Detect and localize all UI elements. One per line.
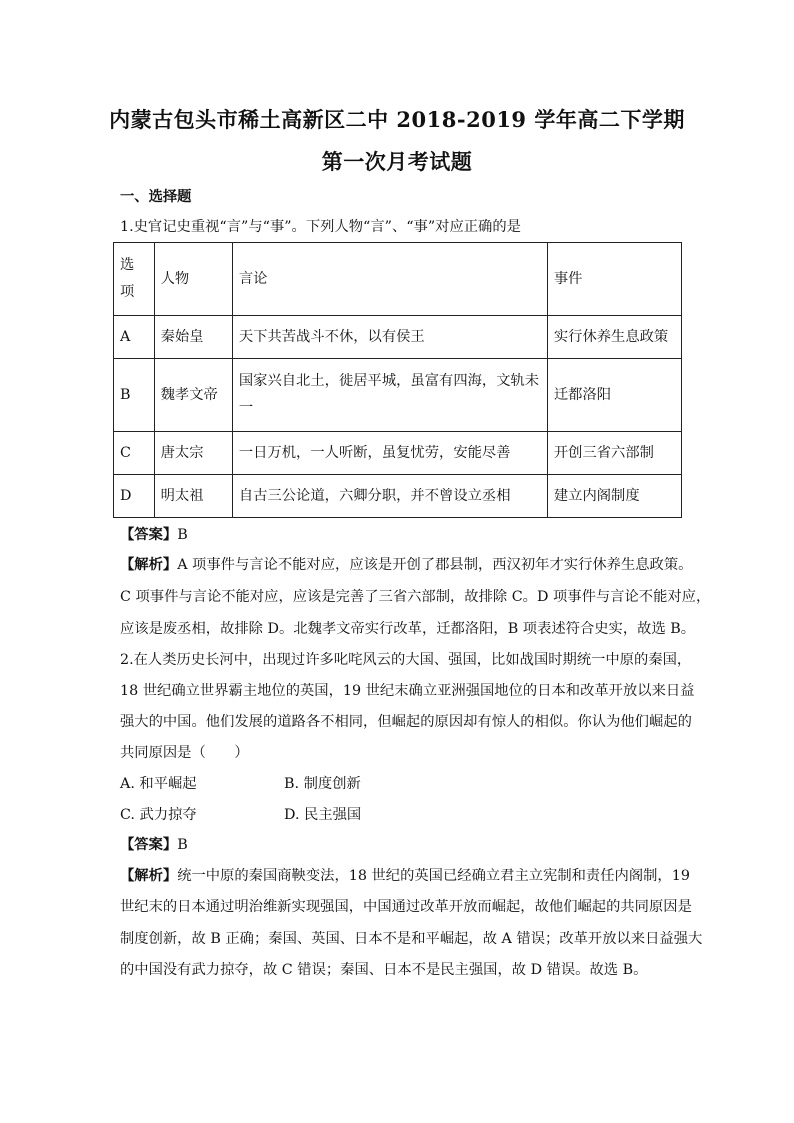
cell-person: 魏孝文帝: [154, 359, 232, 432]
q2-option-b: B. 制度创新: [284, 776, 361, 792]
header-option-l2: 项: [120, 284, 135, 300]
header-option: [114, 243, 155, 316]
cell-speech: 天下共苦战斗不休，以有侯王: [232, 316, 547, 359]
table-row: [114, 475, 682, 518]
cell-person: 明太祖: [154, 475, 232, 518]
q2-stem-line-3: 强大的中国。他们发展的道路各不相同，但崛起的原因却有惊人的相似。你认为他们崛起的: [120, 714, 692, 730]
cell-event: 建立内阁制度: [547, 475, 681, 518]
q1-table: [113, 242, 682, 518]
q2-stem-line-4: 共同原因是（ ）: [120, 745, 249, 761]
q2-analysis-line-3: 制度创新，故 B 正确；秦国、英国、日本不是和平崛起，故 A 错误；改革开放以来日益强大: [120, 931, 703, 947]
cell-event: 迁都洛阳: [547, 359, 681, 432]
cell-speech-l1: 国家兴自北土，徙居平城，虽富有四海，文轨未: [238, 373, 540, 389]
cell-speech: [232, 359, 547, 432]
header-speech: 言论: [232, 243, 547, 316]
q1-analysis-line-3: 应该是废丞相，故排除 D。北魏孝文帝实行改革，迁都洛阳，B 项表述符合史实，故选 B。: [120, 621, 696, 637]
q2-stem-line-1: 2.在人类历史长河中，出现过许多叱咤风云的大国、强国，比如战国时期统一中原的秦国，: [120, 652, 692, 668]
header-event: 事件: [547, 243, 681, 316]
q2-option-d: D. 民主强国: [284, 807, 362, 823]
q1-answer-label: 【答案】: [120, 527, 178, 543]
q1-answer: [120, 524, 188, 544]
q2-answer-value: B: [177, 837, 188, 853]
cell-person: 唐太宗: [154, 432, 232, 475]
q2-answer: [120, 834, 188, 854]
q1-stem: 1.史官记史重视“言”与“事”。下列人物“言”、“事”对应正确的是: [120, 219, 521, 235]
cell-event: 开创三省六部制: [547, 432, 681, 475]
q1-table-header-row: [114, 243, 682, 316]
q1-analysis-line-1: [120, 554, 692, 574]
cell-option: A: [114, 316, 155, 359]
doc-title-line-1: 内蒙古包头市稀土高新区二中 2018-2019 学年高二下学期: [109, 107, 685, 132]
q2-stem-line-2: 18 世纪确立世界霸主地位的英国，19 世纪末确立亚洲强国地位的日本和改革开放以来日益: [120, 683, 695, 699]
table-row: [114, 316, 682, 359]
q2-answer-label: 【答案】: [120, 837, 178, 853]
cell-speech: 一日万机，一人听断，虽复忧劳，安能尽善: [232, 432, 547, 475]
q1-analysis-label: 【解析】: [120, 557, 178, 573]
q2-analysis-line-2: 世纪末的日本通过明治维新实现强国，中国通过改革开放而崛起，故他们崛起的共同原因是: [120, 899, 692, 915]
doc-title-line-2: 第一次月考试题: [321, 149, 473, 174]
q2-analysis-line-1: [120, 865, 690, 885]
q2-option-c: C. 武力掠夺: [120, 807, 197, 823]
q1-answer-value: B: [177, 527, 188, 543]
header-option-l1: 选: [120, 257, 135, 273]
q1-analysis-text-1: A 项事件与言论不能对应，应该是开创了郡县制，西汉初年才实行休养生息政策。: [177, 557, 693, 573]
header-person: 人物: [154, 243, 232, 316]
cell-person: 秦始皇: [154, 316, 232, 359]
q2-analysis-line-4: 的中国没有武力掠夺，故 C 错误；秦国、日本不是民主强国，故 D 错误。故选 B。: [120, 962, 648, 978]
section-heading: 一、选择题: [120, 189, 192, 205]
cell-event: 实行休养生息政策: [547, 316, 681, 359]
q1-analysis-line-2: C 项事件与言论不能对应，应该是完善了三省六部制，故排除 C。D 项事件与言论不能对应，: [120, 589, 711, 605]
cell-option: C: [114, 432, 155, 475]
q2-option-a: A. 和平崛起: [120, 776, 197, 792]
cell-option: B: [114, 359, 155, 432]
cell-option: D: [114, 475, 155, 518]
table-row: [114, 359, 682, 432]
cell-speech: 自古三公论道，六卿分职，并不曾设立丞相: [232, 475, 547, 518]
table-row: [114, 432, 682, 475]
q2-analysis-label: 【解析】: [120, 868, 178, 884]
cell-speech-l2: 一: [238, 400, 254, 416]
q2-analysis-text-1: 统一中原的秦国商鞅变法，18 世纪的英国已经确立君主立宪制和责任内阁制，19: [177, 868, 690, 884]
